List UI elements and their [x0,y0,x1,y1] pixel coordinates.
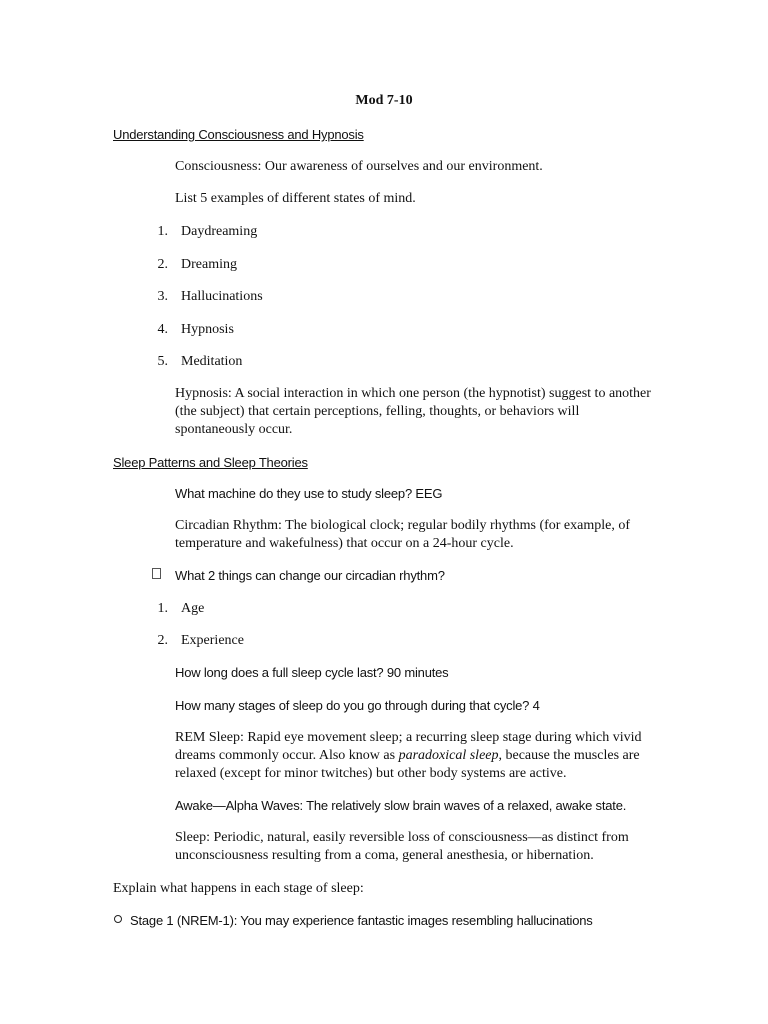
stages-prompt: Explain what happens in each stage of sleep: [113,881,364,896]
sleep-definition: Sleep: Periodic, natural, easily reversible loss of consciousness—as distinct from unconsciousness resulting from a coma, general anesthesia, or hibernation. [175,830,629,863]
list-item: Meditation [181,354,243,369]
section-heading-sleep: Sleep Patterns and Sleep Theories [113,455,308,470]
list-item-number: 1. [157,224,168,239]
states-prompt: List 5 examples of different states of mind. [175,191,416,206]
consciousness-definition: Consciousness: Our awareness of ourselves and our environment. [175,159,543,174]
cycle-length-question: How long does a full sleep cycle last? 90 minutes [175,665,449,680]
sleep-machine-question: What machine do they use to study sleep? EEG [175,486,443,501]
rem-text-italic: paradoxical sleep [398,748,499,763]
hypnosis-definition: Hypnosis: A social interaction in which one person (the hypnotist) suggest to another (the subject) that certain perceptions, felling, thoughts, or behaviors will spontaneously occur. [175,386,651,437]
awake-definition: Awake—Alpha Waves: The relatively slow brain waves of a relaxed, awake state. [175,798,627,813]
list-item-number: 4. [157,322,168,337]
document-title: Mod 7-10 [355,93,413,108]
list-item: Dreaming [181,257,237,272]
bullet-box-icon [152,568,161,579]
stages-count-question: How many stages of sleep do you go through during that cycle? 4 [175,698,540,713]
list-item-number: 5. [157,354,168,369]
circle-bullet-icon [114,915,122,923]
section-heading-consciousness: Understanding Consciousness and Hypnosis [113,127,364,142]
circadian-definition: Circadian Rhythm: The biological clock; regular bodily rhythms (for example, of temperature and wakefulness) that occur on a 24-hour cycle. [175,518,631,551]
list-item: Hallucinations [181,289,263,304]
list-item: Experience [181,633,244,648]
list-item: Age [181,601,205,616]
list-item: Daydreaming [181,224,258,239]
list-item-number: 3. [157,289,168,304]
stage1-description: Stage 1 (NREM-1): You may experience fantastic images resembling hallucinations [130,913,593,928]
rem-text-part1: REM Sleep: Rapid eye movement sleep; a recurring sleep stage during which vivid dreams commonly occur. Also know as [175,730,642,763]
rem-definition [175,729,655,783]
circadian-change-prompt: What 2 things can change our circadian rhythm? [175,568,445,583]
rem-text-part2: , because the muscles are relaxed (except for minor twitches) but other body systems are active. [175,748,640,781]
list-item-number: 1. [157,601,168,616]
list-item: Hypnosis [181,322,234,337]
list-item-number: 2. [157,633,168,648]
list-item-number: 2. [157,257,168,272]
